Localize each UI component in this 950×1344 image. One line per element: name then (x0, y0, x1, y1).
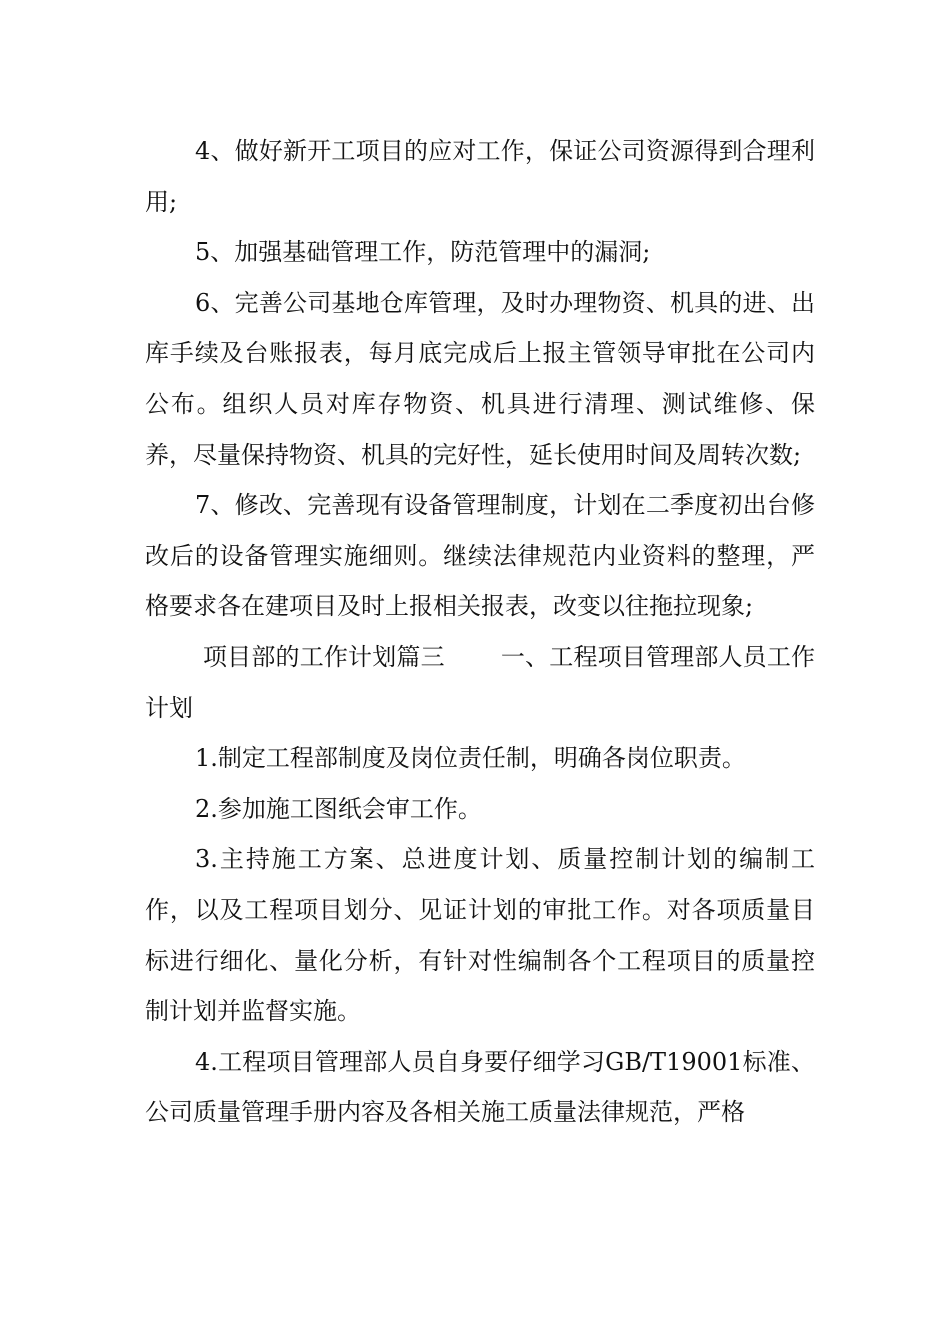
section-subtitle: 一、工程项目管理部人员工作计划 (145, 642, 816, 722)
list-item-4: 4.工程项目管理部人员自身要仔细学习GB/T19001标准、公司质量管理手册内容及各相关施工质量法律规范，严格 (145, 1047, 815, 1127)
section-heading (145, 632, 815, 733)
paragraph-item-5: 5、加强基础管理工作，防范管理中的漏洞; (195, 238, 651, 267)
document-body (145, 126, 815, 1138)
list-item-3: 3.主持施工方案、总进度计划、质量控制计划的编制工作，以及工程项目划分、见证计划的审批工作。对各项质量目标进行细化、量化分析，有针对性编制各个工程项目的质量控制计划并监督实施。 (145, 845, 815, 1026)
paragraph-item-4: 4、做好新开工项目的应对工作，保证公司资源得到合理利用; (145, 137, 815, 216)
section-title: 项目部的工作计划篇三 (203, 642, 445, 671)
paragraph-item-6: 6、完善公司基地仓库管理，及时办理物资、机具的进、出库手续及台账报表，每月底完成后上报主管领导审批在公司内公布。组织人员对库存物资、机具进行清理、测试维修、保养，尽量保持物资、机具的完好性，延长使用时间及周转次数; (145, 288, 815, 469)
list-item-2: 2.参加施工图纸会审工作。 (195, 794, 482, 823)
paragraph-item-7: 7、修改、完善现有设备管理制度，计划在二季度初出台修改后的设备管理实施细则。继续法律规范内业资料的整理，严格要求各在建项目及时上报相关报表，改变以往拖拉现象; (145, 491, 815, 621)
list-item-1: 1.制定工程部制度及岗位责任制，明确各岗位职责。 (195, 744, 746, 773)
